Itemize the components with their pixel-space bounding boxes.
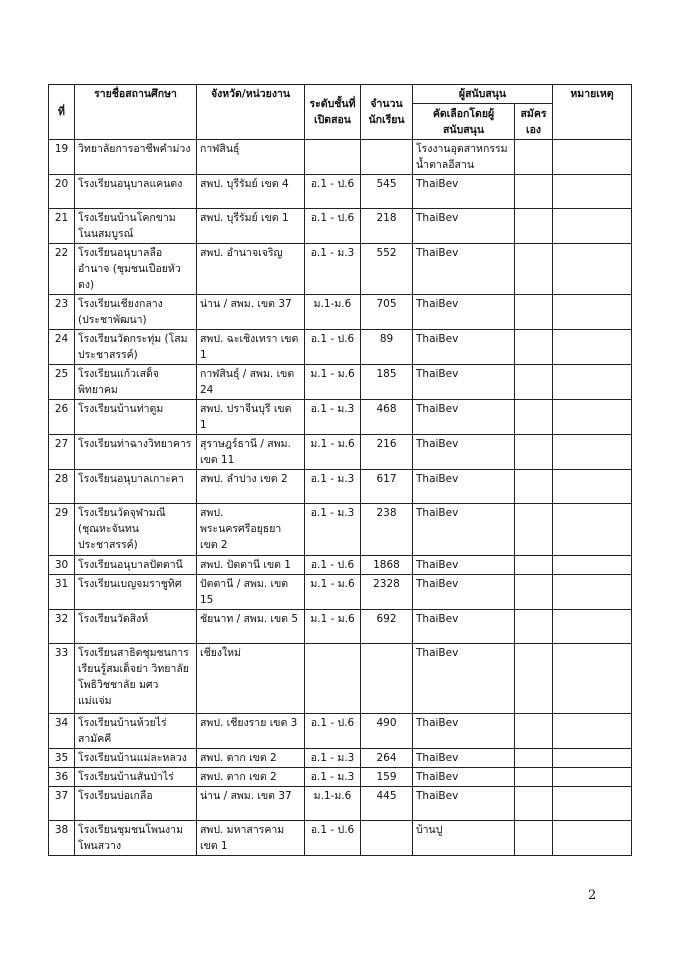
supporter-selected: ThaiBev [413, 330, 515, 365]
supporter-volunteer [515, 365, 553, 400]
students-cell: 216 [361, 435, 413, 470]
supporter-volunteer [515, 400, 553, 435]
table-row [49, 821, 632, 856]
school-name: โรงเรียนแก้วเสด็จพิทยาคม [75, 365, 197, 400]
supporter-volunteer [515, 714, 553, 749]
province-cell: กาฬสินธุ์ [197, 140, 305, 175]
supporter-selected: ThaiBev [413, 749, 515, 768]
supporter-volunteer [515, 140, 553, 175]
school-name: โรงเรียนวัดจุฬามณี (ชุณหะจันทนประชาสรรค์) [75, 504, 197, 556]
province-cell: สพป. ลำปาง เขต 2 [197, 470, 305, 504]
row-number: 22 [49, 244, 75, 295]
school-name: โรงเรียนบ้านห้วยไร่สามัคคี [75, 714, 197, 749]
supporter-volunteer [515, 504, 553, 556]
province-cell: สุราษฎร์ธานี / สพม. เขต 11 [197, 435, 305, 470]
remark-cell [553, 209, 632, 244]
remark-cell [553, 787, 632, 821]
header-no: ที่ [49, 85, 75, 140]
supporter-volunteer [515, 295, 553, 330]
table-row [49, 470, 632, 504]
province-cell: สพป. ตาก เขต 2 [197, 768, 305, 787]
province-cell: น่าน / สพม. เขต 37 [197, 295, 305, 330]
supporter-volunteer [515, 175, 553, 209]
province-cell: สพป. บุรีรัมย์ เขต 1 [197, 209, 305, 244]
level-cell [305, 140, 361, 175]
school-name: โรงเรียนอนุบาลเกาะคา [75, 470, 197, 504]
supporter-selected: ThaiBev [413, 209, 515, 244]
remark-cell [553, 244, 632, 295]
supporter-volunteer [515, 749, 553, 768]
supporter-selected: ThaiBev [413, 610, 515, 644]
row-number: 30 [49, 556, 75, 575]
supporter-selected: ThaiBev [413, 787, 515, 821]
header-volunteer: สมัครเอง [515, 104, 553, 140]
remark-cell [553, 504, 632, 556]
remark-cell [553, 821, 632, 856]
school-name: โรงเรียนท่าฉางวิทยาคาร [75, 435, 197, 470]
remark-cell [553, 575, 632, 610]
province-cell: กาฬสินธุ์ / สพม. เขต 24 [197, 365, 305, 400]
header-remark: หมายเหตุ [553, 85, 632, 140]
remark-cell [553, 556, 632, 575]
table-row [49, 244, 632, 295]
remark-cell [553, 400, 632, 435]
row-number: 21 [49, 209, 75, 244]
school-name: โรงเรียนวัดสิงห์ [75, 610, 197, 644]
row-number: 28 [49, 470, 75, 504]
remark-cell [553, 435, 632, 470]
row-number: 27 [49, 435, 75, 470]
supporter-selected: ThaiBev [413, 714, 515, 749]
students-cell: 159 [361, 768, 413, 787]
page-number: 2 [588, 888, 597, 903]
school-name: วิทยาลัยการอาชีพคำม่วง [75, 140, 197, 175]
row-number: 23 [49, 295, 75, 330]
school-name: โรงเรียนเชียงกลาง (ประชาพัฒนา) [75, 295, 197, 330]
level-cell: ม.1-ม.6 [305, 295, 361, 330]
province-cell: สพป. ฉะเชิงเทรา เขต 1 [197, 330, 305, 365]
students-cell: 490 [361, 714, 413, 749]
remark-cell [553, 140, 632, 175]
level-cell: ม.1 - ม.6 [305, 435, 361, 470]
supporter-volunteer [515, 435, 553, 470]
province-cell: สพป. อำนาจเจริญ [197, 244, 305, 295]
supporter-volunteer [515, 330, 553, 365]
remark-cell [553, 330, 632, 365]
table-body [49, 140, 632, 856]
table-row [49, 365, 632, 400]
students-cell [361, 140, 413, 175]
supporter-volunteer [515, 209, 553, 244]
supporter-selected: ThaiBev [413, 295, 515, 330]
remark-cell [553, 610, 632, 644]
students-cell: 89 [361, 330, 413, 365]
students-cell: 2328 [361, 575, 413, 610]
table-row [49, 295, 632, 330]
province-cell: สพป. เชียงราย เขต 3 [197, 714, 305, 749]
supporter-volunteer [515, 244, 553, 295]
remark-cell [553, 365, 632, 400]
school-name: โรงเรียนบ้านสันป่าไร่ [75, 768, 197, 787]
level-cell: อ.1 - ป.6 [305, 714, 361, 749]
table-row [49, 768, 632, 787]
supporter-selected: โรงงานอุตสาหกรรมน้ำตาลอีสาน [413, 140, 515, 175]
school-name: โรงเรียนอนุบาลลืออำนาจ (ชุมชนเปือยหัวดง) [75, 244, 197, 295]
students-cell: 445 [361, 787, 413, 821]
table-row [49, 330, 632, 365]
header-row-1 [49, 85, 632, 104]
remark-cell [553, 175, 632, 209]
province-cell: สพป. พระนครศรีอยุธยา เขต 2 [197, 504, 305, 556]
school-name: โรงเรียนสาธิตชุมชนการเรียนรู้สมเด็จย่า วิทยาลัยโพธิวิชชาลัย มศว แม่แจ่ม [75, 644, 197, 714]
row-number: 25 [49, 365, 75, 400]
level-cell: ม.1 - ม.6 [305, 365, 361, 400]
school-name: โรงเรียนอนุบาลแคนดง [75, 175, 197, 209]
school-name: โรงเรียนบ่อเกลือ [75, 787, 197, 821]
level-cell: อ.1 - ม.3 [305, 470, 361, 504]
school-name: โรงเรียนบ้านแม่ละหลวง [75, 749, 197, 768]
table-row [49, 556, 632, 575]
supporter-selected: ThaiBev [413, 575, 515, 610]
header-supporter: ผู้สนับสนุน [413, 85, 553, 104]
row-number: 29 [49, 504, 75, 556]
students-cell: 1868 [361, 556, 413, 575]
table-row [49, 575, 632, 610]
supporter-selected: บ้านปู [413, 821, 515, 856]
supporter-selected: ThaiBev [413, 175, 515, 209]
province-cell: สพป. ปัตตานี เขต 1 [197, 556, 305, 575]
students-cell: 218 [361, 209, 413, 244]
supporter-volunteer [515, 768, 553, 787]
level-cell: ม.1-ม.6 [305, 787, 361, 821]
level-cell: อ.1 - ม.3 [305, 244, 361, 295]
level-cell: อ.1 - ป.6 [305, 175, 361, 209]
table-row [49, 209, 632, 244]
header-students: จำนวนนักเรียน [361, 85, 413, 140]
remark-cell [553, 644, 632, 714]
school-name: โรงเรียนบ้านโคกขามโนนสมบูรณ์ [75, 209, 197, 244]
row-number: 31 [49, 575, 75, 610]
level-cell: ม.1 - ม.6 [305, 610, 361, 644]
supporter-selected: ThaiBev [413, 504, 515, 556]
students-cell: 264 [361, 749, 413, 768]
province-cell: ชัยนาท / สพม. เขต 5 [197, 610, 305, 644]
school-name: โรงเรียนชุมชนโพนงามโพนสวาง [75, 821, 197, 856]
row-number: 33 [49, 644, 75, 714]
header-level: ระดับชั้นที่เปิดสอน [305, 85, 361, 140]
supporter-selected: ThaiBev [413, 435, 515, 470]
students-cell [361, 644, 413, 714]
supporter-selected: ThaiBev [413, 644, 515, 714]
level-cell: อ.1 - ป.6 [305, 209, 361, 244]
supporter-selected: ThaiBev [413, 556, 515, 575]
supporter-selected: ThaiBev [413, 470, 515, 504]
row-number: 37 [49, 787, 75, 821]
students-cell: 185 [361, 365, 413, 400]
row-number: 32 [49, 610, 75, 644]
supporter-selected: ThaiBev [413, 365, 515, 400]
supporter-volunteer [515, 470, 553, 504]
remark-cell [553, 714, 632, 749]
province-cell: น่าน / สพม. เขต 37 [197, 787, 305, 821]
students-cell: 705 [361, 295, 413, 330]
table-row [49, 610, 632, 644]
table-row [49, 435, 632, 470]
table-row [49, 787, 632, 821]
row-number: 24 [49, 330, 75, 365]
students-cell: 468 [361, 400, 413, 435]
province-cell: ปัตตานี / สพม. เขต 15 [197, 575, 305, 610]
students-cell [361, 821, 413, 856]
remark-cell [553, 768, 632, 787]
supporter-volunteer [515, 575, 553, 610]
level-cell: อ.1 - ม.3 [305, 400, 361, 435]
school-name: โรงเรียนบ้านท่าตูม [75, 400, 197, 435]
level-cell: อ.1 - ม.3 [305, 749, 361, 768]
table-row [49, 140, 632, 175]
level-cell: ม.1 - ม.6 [305, 575, 361, 610]
supporter-volunteer [515, 556, 553, 575]
row-number: 34 [49, 714, 75, 749]
remark-cell [553, 470, 632, 504]
supporter-volunteer [515, 821, 553, 856]
supporter-volunteer [515, 610, 553, 644]
row-number: 26 [49, 400, 75, 435]
level-cell: อ.1 - ป.6 [305, 330, 361, 365]
level-cell: อ.1 - ป.6 [305, 556, 361, 575]
header-school-name: รายชื่อสถานศึกษา [75, 85, 197, 140]
supporter-selected: ThaiBev [413, 400, 515, 435]
level-cell: อ.1 - ป.6 [305, 821, 361, 856]
school-name: โรงเรียนอนุบาลปัตตานี [75, 556, 197, 575]
province-cell: สพป. มหาสารคาม เขต 1 [197, 821, 305, 856]
students-cell: 552 [361, 244, 413, 295]
supporter-selected: ThaiBev [413, 768, 515, 787]
row-number: 38 [49, 821, 75, 856]
students-cell: 692 [361, 610, 413, 644]
table-row [49, 400, 632, 435]
school-name: โรงเรียนวัดกระทุ่ม (โสมประชาสรรค์) [75, 330, 197, 365]
row-number: 20 [49, 175, 75, 209]
row-number: 36 [49, 768, 75, 787]
level-cell: อ.1 - ม.3 [305, 504, 361, 556]
province-cell: เชียงใหม่ [197, 644, 305, 714]
students-cell: 617 [361, 470, 413, 504]
province-cell: สพป. ปราจีนบุรี เขต 1 [197, 400, 305, 435]
supporter-volunteer [515, 644, 553, 714]
remark-cell [553, 749, 632, 768]
school-list-table [48, 84, 632, 856]
table-row [49, 504, 632, 556]
row-number: 19 [49, 140, 75, 175]
row-number: 35 [49, 749, 75, 768]
level-cell: อ.1 - ม.3 [305, 768, 361, 787]
students-cell: 238 [361, 504, 413, 556]
students-cell: 545 [361, 175, 413, 209]
header-province: จังหวัด/หน่วยงาน [197, 85, 305, 140]
school-name: โรงเรียนเบญจมราชูทิศ [75, 575, 197, 610]
province-cell: สพป. บุรีรัมย์ เขต 4 [197, 175, 305, 209]
table-row [49, 644, 632, 714]
remark-cell [553, 295, 632, 330]
header-selected: คัดเลือกโดยผู้สนับสนุน [413, 104, 515, 140]
province-cell: สพป. ตาก เขต 2 [197, 749, 305, 768]
table-row [49, 749, 632, 768]
supporter-volunteer [515, 787, 553, 821]
level-cell [305, 644, 361, 714]
supporter-selected: ThaiBev [413, 244, 515, 295]
table-row [49, 175, 632, 209]
table-row [49, 714, 632, 749]
